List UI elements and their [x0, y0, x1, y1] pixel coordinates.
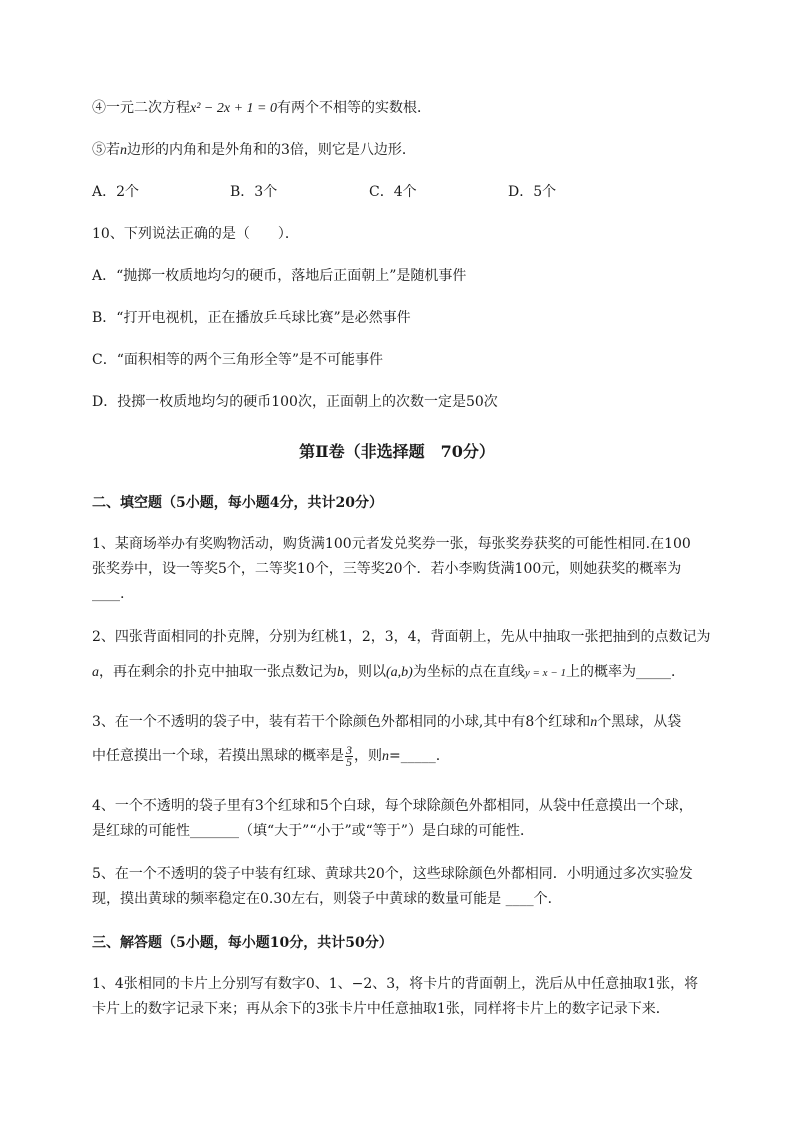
q9-item-4-text: ④一元二次方程	[92, 100, 190, 116]
q9-item-4	[92, 98, 431, 119]
q9-option-c: C．4个	[369, 184, 417, 200]
fill-q1-line2: 张奖券中，设一等奖5个，二等奖10个，三等奖20个．若小李购货满100元，则她获奖的概率为	[92, 561, 682, 577]
solve-section-heading: 三、解答题（5小题，每小题10分，共计50分）	[92, 935, 393, 951]
part2-title: 第Ⅱ卷（非选择题 70分）	[299, 442, 495, 461]
q9-item-4-tail: 有两个不相等的实数根．	[276, 100, 431, 116]
fill-q3-line1	[92, 712, 681, 733]
q10-option-b: B．“打开电视机，正在播放乒乓球比赛”是必然事件	[92, 310, 411, 326]
q10-stem: 10、下列说法正确的是（ ）．	[92, 226, 299, 242]
solve-q1-line1: 1、4张相同的卡片上分别写有数字0、1、−2、3，将卡片的背面朝上，洗后从中任意抽取1张，将	[92, 976, 699, 992]
q10-option-a: A．“抛掷一枚质地均匀的硬币，落地后正面朝上”是随机事件	[92, 268, 467, 284]
solve-q1-line2: 卡片上的数字记录下来；再从余下的3张卡片中任意抽取1张，同样将卡片上的数字记录下来．	[92, 1001, 670, 1017]
fill-q2-text-2: ，则以	[344, 664, 386, 680]
fill-q5-line2: 现，摸出黄球的频率稳定在0.30左右，则袋子中黄球的数量可能是 ____个．	[92, 891, 562, 907]
fill-q3-text-3: 中任意摸出一个球，若摸出黑球的概率是	[92, 748, 344, 764]
fill-q2-line1: 2、四张背面相同的扑克牌，分别为红桃1，2，3，4，背面朝上，先从中抽取一张把抽到的点数记为	[92, 629, 711, 645]
point-a-b: (a,b)	[386, 665, 413, 680]
fill-q2-text-3: 为坐标的点在直线	[412, 664, 525, 680]
variable-b: b	[337, 665, 344, 680]
fill-q5-line1: 5、在一个不透明的袋子中装有红球、黄球共20个，这些球除颜色外都相同．小明通过多次实验发	[92, 866, 693, 882]
q10-option-c: C．“面积相等的两个三角形全等”是不可能事件	[92, 352, 384, 368]
variable-n: n	[120, 143, 127, 158]
q9-option-b: B．3个	[230, 184, 278, 200]
fill-q3-text-4: ，则	[354, 748, 382, 764]
variable-n: n	[382, 749, 389, 764]
fill-section-heading: 二、填空题（5小题，每小题4分，共计20分）	[92, 495, 383, 511]
fill-q2-text-1: ，再在剩余的扑克中抽取一张点数记为	[99, 664, 337, 680]
fill-q3-text-1: 3、在一个不透明的袋子中，装有若干个除颜色外都相同的小球,其中有8个红球和	[92, 714, 591, 730]
fill-q2-line2	[92, 662, 685, 683]
fraction-denominator: 5	[346, 754, 352, 769]
q9-item-5	[92, 140, 416, 161]
q9-item-5-tail: 边形的内角和是外角和的3倍，则它是八边形．	[127, 142, 416, 158]
q10-option-d: D．投掷一枚质地均匀的硬币100次，正面朝上的次数一定是50次	[92, 394, 498, 410]
fill-q3-line2	[92, 744, 440, 769]
fill-q3-text-5: =_____.	[389, 748, 441, 764]
variable-n: n	[590, 715, 598, 730]
q9-option-d: D．5个	[508, 184, 557, 200]
fraction-numerator: 3	[346, 742, 352, 757]
q9-option-a: A．2个	[92, 184, 140, 200]
fill-q4-line1: 4、一个不透明的袋子里有3个红球和5个白球，每个球除颜色外都相同，从袋中任意摸出一个球，	[92, 798, 693, 814]
fraction-three-fifths	[345, 742, 353, 769]
fill-q1-line1: 1、某商场举办有奖购物活动，购货满100元者发兑奖券一张，每张奖券获奖的可能性相同.在100	[92, 536, 691, 552]
q9-item-5-text: ⑤若	[92, 142, 120, 158]
equation-x-squared: x² − 2x + 1 = 0	[190, 101, 277, 116]
fill-q2-text-end: 上的概率为_____．	[565, 664, 685, 680]
fill-q3-text-2: 个黑球，从袋	[597, 714, 682, 730]
fill-q4-line2: 是红球的可能性_______（填“大于”“小于”或“等于”）是白球的可能性．	[92, 823, 534, 839]
fill-q1-line3: ____.	[92, 586, 125, 602]
line-equation: y = x − 1	[524, 667, 566, 679]
variable-a: a	[92, 665, 99, 680]
